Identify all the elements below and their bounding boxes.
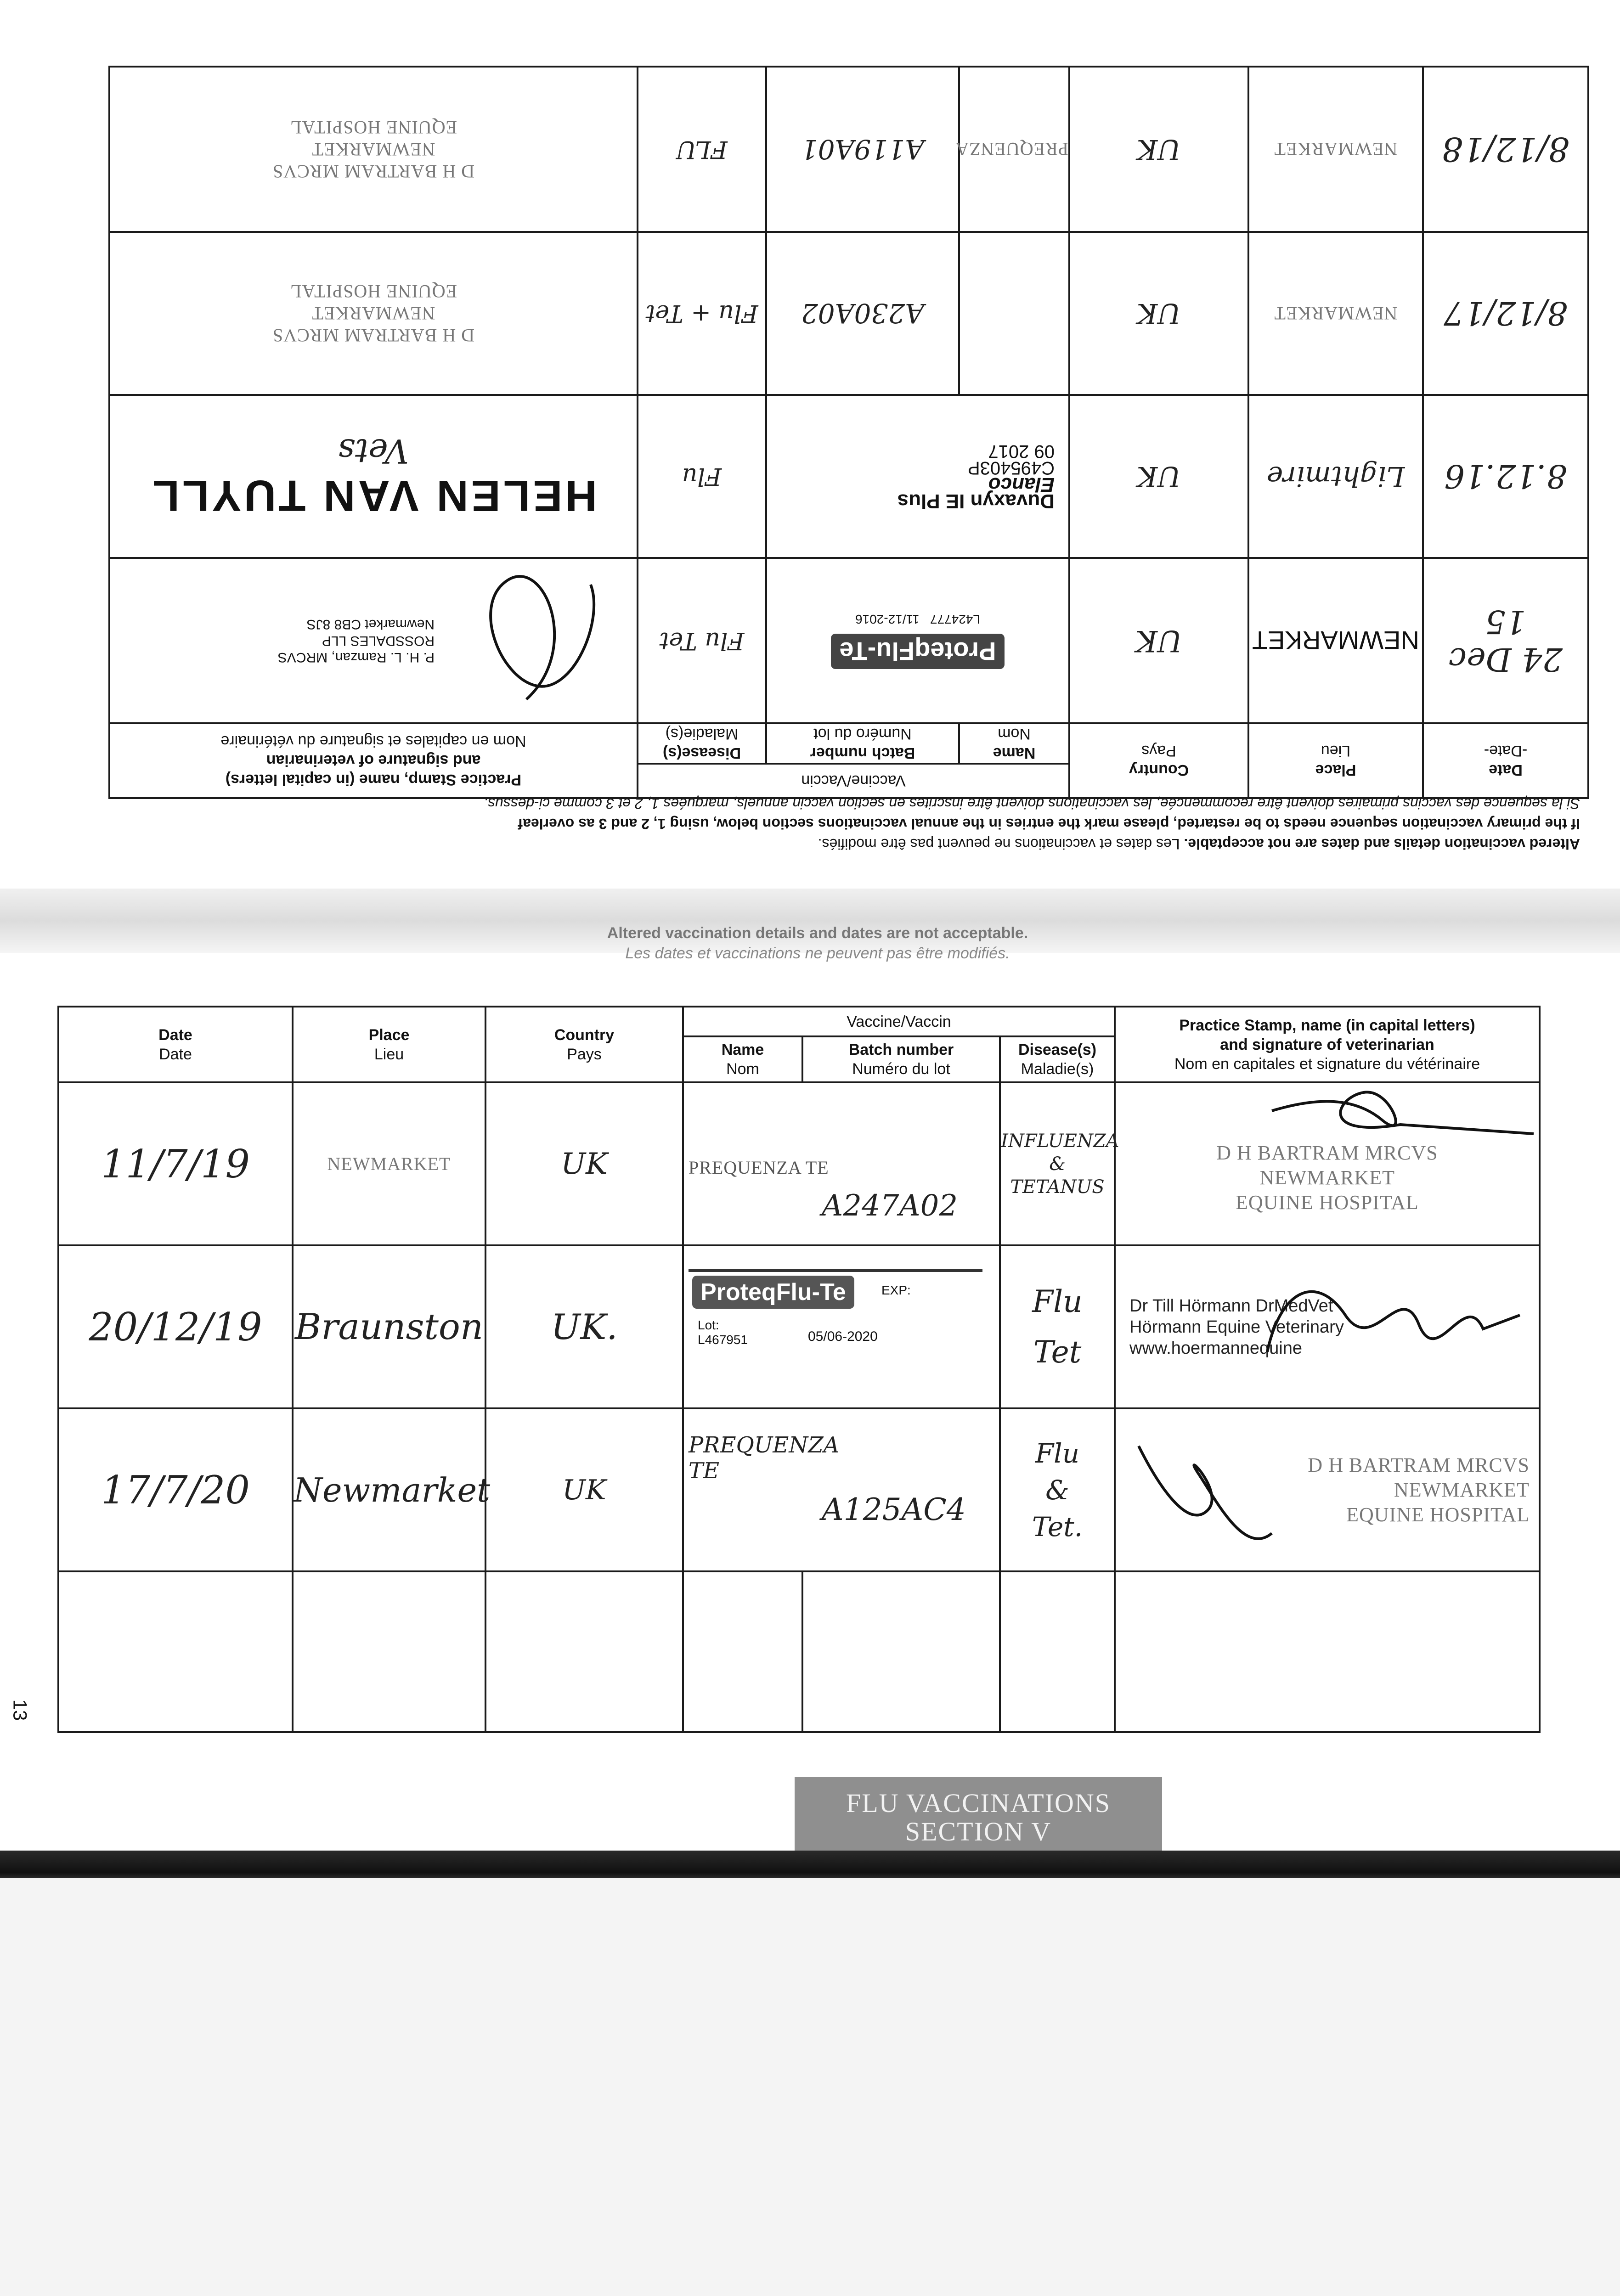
cell-date: 24 Dec 15: [1423, 558, 1588, 723]
cell-place: Newmarket: [293, 1408, 485, 1571]
signature-icon: [444, 566, 609, 713]
vaccine-batch: A247A02: [822, 1189, 958, 1223]
cell-date: 11/7/19: [58, 1082, 293, 1245]
bottom-background: [0, 1878, 1620, 2296]
table-row: [109, 67, 1588, 232]
altered-banner: Altered vaccination details and dates are not acceptable. Les dates et vaccinations ne peuvent pas être modifiés.: [607, 924, 1028, 962]
cell-stamp: [1115, 1408, 1540, 1571]
cell-batch: A230A02: [766, 232, 959, 395]
table-row: [58, 1408, 1540, 1571]
upper-header-name: Name Nom: [959, 723, 1069, 764]
vaccine-name: PREQUENZA TE: [689, 1432, 840, 1484]
vaccine-name: PREQUENZA TE: [689, 1157, 829, 1178]
table-row: [58, 1082, 1540, 1245]
table-row: [58, 1571, 1540, 1732]
cell-stamp: D H BARTRAM MRCVS NEWMARKET EQUINE HOSPITAL: [109, 67, 638, 232]
cell-name: [959, 232, 1069, 395]
cell-disease: Flu & Tet.: [1000, 1408, 1115, 1571]
signature-icon: [1263, 1083, 1538, 1175]
upper-header-place: Place Lieu: [1248, 723, 1423, 798]
cell-vaccine-label: [683, 1245, 1000, 1408]
upper-header-date: Date -Date-: [1423, 723, 1588, 798]
cell-place: [293, 1571, 485, 1732]
cell-stamp: D H BARTRAM MRCVS NEWMARKET EQUINE HOSPITAL: [109, 232, 638, 395]
lower-header-vaccine: Vaccine/Vaccin: [683, 1007, 1115, 1036]
cell-disease: INFLUENZA & TETANUS: [1000, 1082, 1115, 1245]
cell-disease: Flu + Tet: [638, 232, 766, 395]
cell-date: 17/7/20: [58, 1408, 293, 1571]
vaccine-batch: A125AC4: [822, 1492, 966, 1527]
cell-batch: A119A01: [766, 67, 959, 232]
proteq-label: ProteqFlu-Te Lot: L467951 EXP: 05/06-2020: [689, 1269, 982, 1350]
notice-restart-en: If the primary vaccination sequence needs to be restarted, please mark the entries in the annual vaccinations section below, using 1, 2 and 3 as overleaf: [518, 816, 1580, 832]
upper-header-batch: Batch number Numéro du lot: [766, 723, 959, 764]
lower-table: [57, 1006, 1541, 1733]
cell-place: Braunston: [293, 1245, 485, 1408]
notice-altered-fr: Les dates et vaccinations ne peuvent pas être modifiés.: [818, 836, 1184, 852]
cell-date: 8.12.16: [1423, 395, 1588, 558]
table-row: [58, 1245, 1540, 1408]
signature-icon: [1125, 1418, 1290, 1565]
cell-date: [58, 1571, 293, 1732]
cell-stamp: [109, 558, 638, 723]
cell-country: [485, 1571, 683, 1732]
cell-vaccine-label: [766, 558, 1069, 723]
cell-stamp: HELEN VAN TUYLL Vets: [109, 395, 638, 558]
stamp-text: P. H. L. Ramzan, MRCVS ROSSDALES LLP Newmarket CB8 8JS: [277, 617, 435, 665]
cell-stamp: [1115, 1571, 1540, 1732]
stamp-text: D H BARTRAM MRCVS NEWMARKET EQUINE HOSPITAL: [1308, 1453, 1530, 1526]
lower-header-stamp: Practice Stamp, name (in capital letters) and signature of veterinarian Nom en capitales et signature du vétérinaire: [1115, 1007, 1540, 1082]
cell-date: 8/12/18: [1423, 67, 1588, 232]
cell-country: UK: [1069, 395, 1248, 558]
cell-stamp: [1115, 1245, 1540, 1408]
upper-header-country: Country Pays: [1069, 723, 1248, 798]
cell-disease: Flu Tet: [1000, 1245, 1115, 1408]
cell-name: PREQUENZA: [959, 67, 1069, 232]
cell-date: 8/12/17: [1423, 232, 1588, 395]
lower-header-name: Name Nom: [683, 1036, 802, 1082]
table-row: [109, 558, 1588, 723]
cell-vaccine-label: Duvaxyn IE Plus Elanco C495403P 09 2017: [766, 395, 1069, 558]
cell-country: UK: [1069, 558, 1248, 723]
upper-table: [108, 66, 1589, 799]
cell-country: UK.: [485, 1245, 683, 1408]
notice-altered-bold: Altered vaccination details and dates are not acceptable.: [1184, 836, 1580, 852]
cell-disease: Flu Tet: [638, 558, 766, 723]
cell-place: NEWMARKET: [1248, 558, 1423, 723]
notice-restart-fr: Si la sequence des vaccins primaires doivent être recommencée, les vaccinations doivent être inscrites en section vaccin annuels, marquées 1, 2 et 3 comme ci-dessus.: [484, 795, 1580, 812]
table-row: [109, 395, 1588, 558]
lower-header-batch: Batch number Numéro du lot: [802, 1036, 1000, 1082]
stamp-text: Dr Till Hörmann DrMedVet Hörmann Equine Veterinary www.hoermannequine: [1129, 1296, 1344, 1358]
proteq-label: ProteqFlu-Te: [831, 634, 1004, 670]
upper-header-stamp: Practice Stamp, name (in capital letters) and signature of veterinarian Nom en capitales et signature du vétérinaire: [109, 723, 638, 798]
cell-batch: [802, 1571, 1000, 1732]
label-lot-exp: L424777 11/12-2016: [855, 612, 980, 627]
lower-header-country: Country Pays: [485, 1007, 683, 1082]
cell-disease: [1000, 1571, 1115, 1732]
cell-country: UK: [1069, 67, 1248, 232]
page-number: 13: [9, 1699, 31, 1721]
upside-down-vaccination-table: [110, 32, 1589, 854]
upper-header-disease: Disease(s) Maladie(s): [638, 723, 766, 764]
cell-country: UK: [1069, 232, 1248, 395]
cell-disease: Flu: [638, 395, 766, 558]
upper-page: [0, 0, 1620, 886]
cell-disease: FLU: [638, 67, 766, 232]
cell-place: Lightmire: [1248, 395, 1423, 558]
cell-place: NEWMARKET: [1248, 67, 1423, 232]
cell-name: [683, 1571, 802, 1732]
lower-header-disease: Disease(s) Maladie(s): [1000, 1036, 1115, 1082]
cell-vaccine: [683, 1408, 1000, 1571]
cell-place: NEWMARKET: [293, 1082, 485, 1245]
lower-header-place: Place Lieu: [293, 1007, 485, 1082]
table-row: [109, 232, 1588, 395]
cell-country: UK: [485, 1082, 683, 1245]
cell-country: UK: [485, 1408, 683, 1571]
cell-vaccine: [683, 1082, 1000, 1245]
restart-notice: [119, 795, 1580, 854]
stamp-text: D H BARTRAM MRCVS NEWMARKET EQUINE HOSPITAL: [1216, 1141, 1438, 1214]
cell-stamp: [1115, 1082, 1540, 1245]
upper-header-vaccine: Vaccine/Vaccin: [638, 764, 1069, 798]
lower-header-date: Date Date: [58, 1007, 293, 1082]
cell-place: NEWMARKET: [1248, 232, 1423, 395]
signature-icon: [1253, 1260, 1529, 1375]
section-title: FLU VACCINATIONS SECTION V: [795, 1777, 1162, 1860]
cell-date: 20/12/19: [58, 1245, 293, 1408]
